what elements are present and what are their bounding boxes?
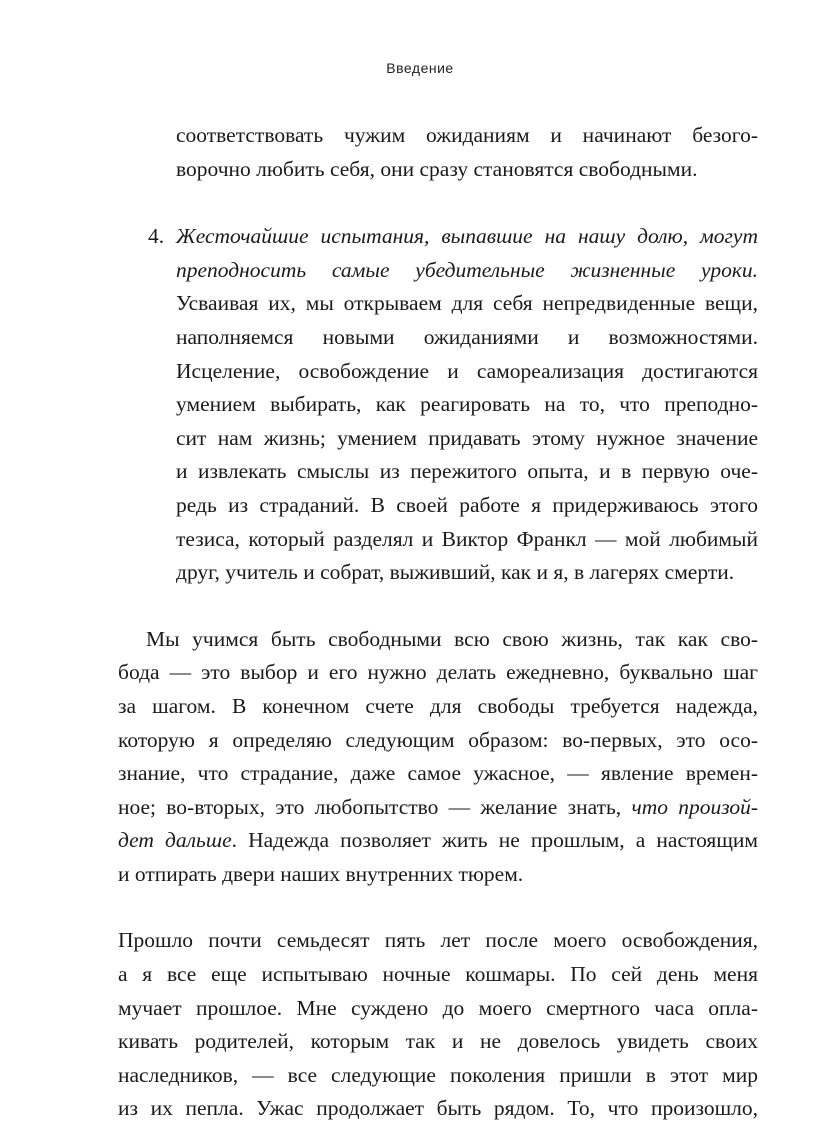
text-segment: ное; во-вторых, это любопытство — желание знать, [118,794,632,819]
list-item-3-continuation [118,119,758,186]
text-line: мучает прошлое. Мне суждено до моего смертного часа опла- [118,995,758,1020]
text-line: умением выбирать, как реагировать на то, что преподно- [176,392,758,417]
text-line: Исцеление, освобождение и самореализация достигаются [176,358,758,383]
text-line: редь из страданий. В своей работе я придерживаюсь этого [176,492,758,517]
text-line: ворочно любить себя, они сразу становятся свободными. [176,156,698,181]
text-line: и отпирать двери наших внутренних тюрем. [118,861,524,886]
text-line-mixed [118,824,758,858]
italic-line: Жесточайшие испытания, выпавшие на нашу долю, могут [176,224,758,249]
text-line: наполняемся новыми ожиданиями и возможностями. [176,324,758,349]
text-line: Усваивая их, мы открываем для себя непредвиденные вещи, [176,291,758,316]
text-line: тезиса, который разделял и Виктор Франкл — мой любимый [176,526,758,551]
running-head: Введение [386,60,454,76]
text-line-mixed [118,791,758,825]
paragraph-hope [118,623,758,892]
text-line: бода — это выбор и его нужно делать ежедневно, буквально шаг [118,660,758,685]
italic-line: преподносить самые убедительные жизненные уроки. [176,257,758,282]
text-line: из их пепла. Ужас продолжает быть рядом. То, что произошло, [118,1096,758,1121]
body-text [118,119,758,1126]
text-line: друг, учитель и собрат, выживший, как и я, в лагерях смерти. [176,560,735,585]
text-line: знание, что страдание, даже самое ужасное, — явление времен- [118,761,758,786]
text-line: сит нам жизнь; умением придавать этому нужное значение [176,425,758,450]
text-line: и извлекать смыслы из пережитого опыта, и в первую оче- [176,459,758,484]
text-line: которую я определяю следующим образом: во-первых, это осо- [118,727,758,752]
list-number: 4. [148,224,165,249]
text-line: Прошло почти семьдесят пять лет после моего освобождения, [118,928,758,953]
text-line: кивать родителей, которым так и не довелось увидеть своих [118,1029,758,1054]
paragraph-past [118,924,758,1126]
text-segment: . Надежда позволяет жить не прошлым, а настоящим [231,828,758,853]
text-line: а я все еще испытываю ночные кошмары. По сей день меня [118,962,758,987]
italic-segment: что произой- [631,794,758,819]
italic-segment: дет дальше [118,828,232,853]
text-line: соответствовать чужим ожиданиям и начинают безого- [176,123,758,147]
text-line: за шагом. В конечном счете для свободы требуется надежда, [118,693,758,718]
list-item-4 [118,220,758,590]
text-line: Мы учимся быть свободными всю свою жизнь, так как сво- [146,626,758,651]
text-line: наследников, — все следующие поколения пришли в этот мир [118,1062,758,1087]
